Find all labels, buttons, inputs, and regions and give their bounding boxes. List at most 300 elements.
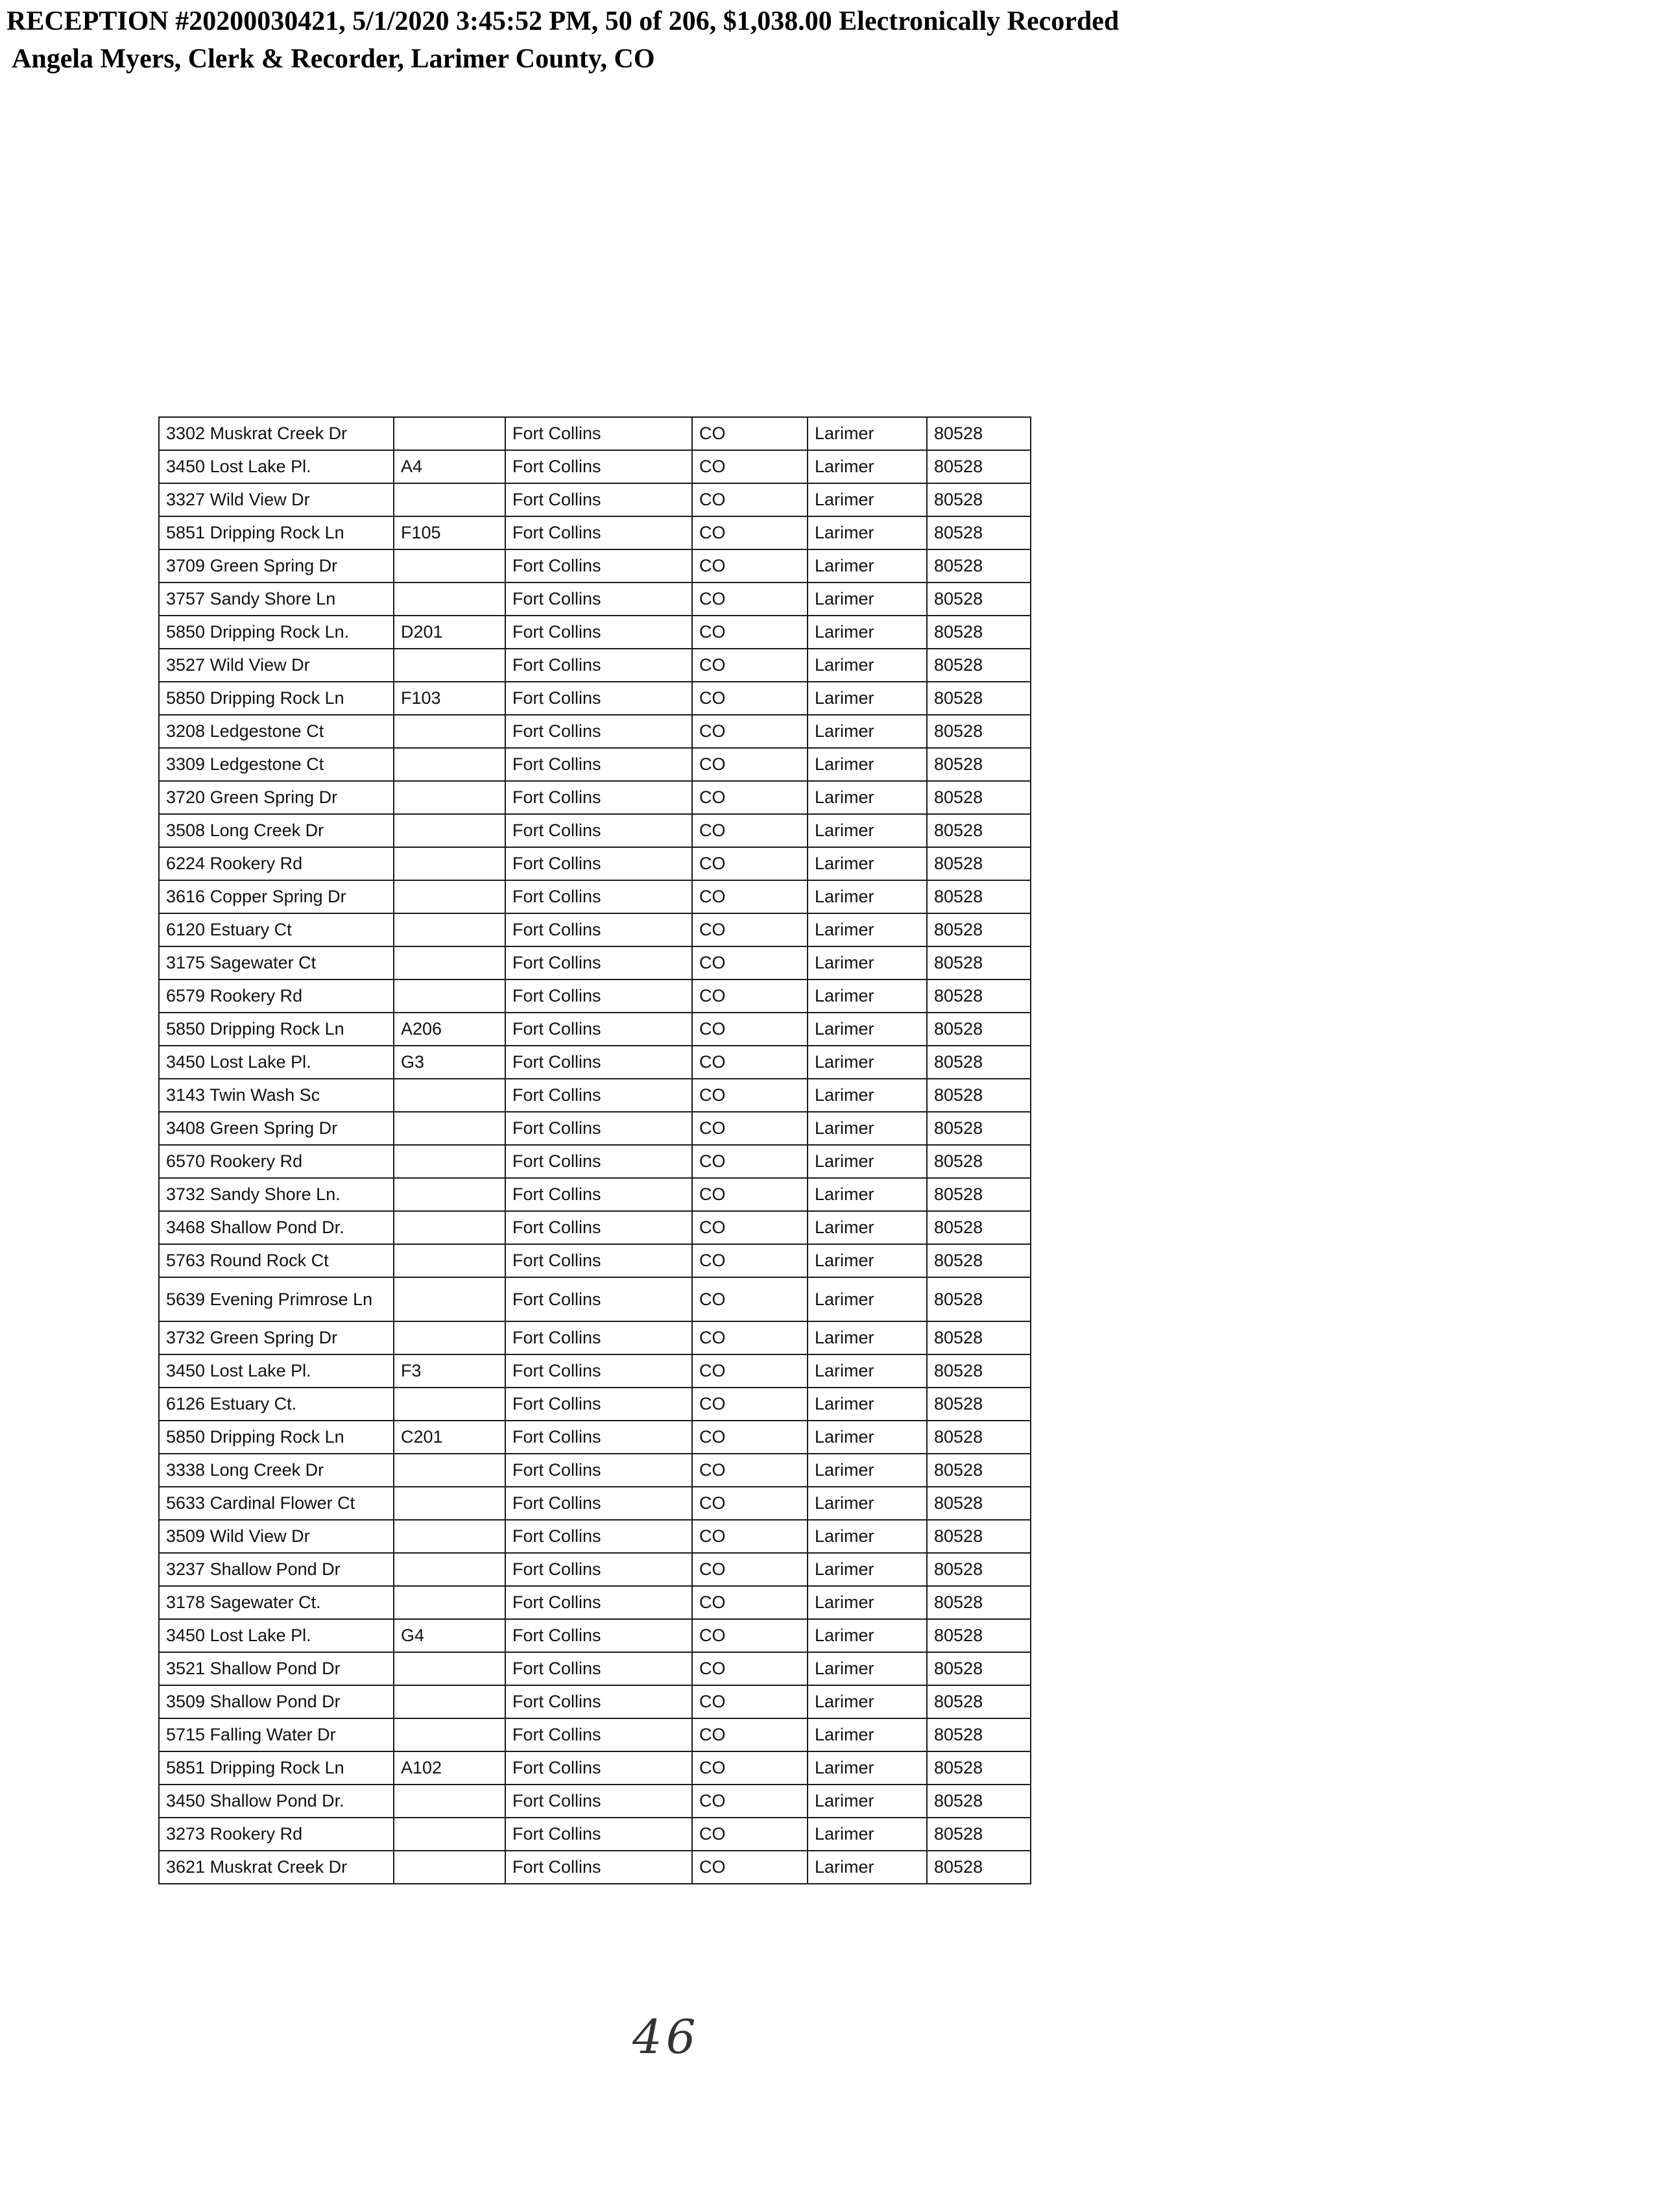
state-cell: CO [692, 715, 808, 748]
city-cell: Fort Collins [505, 748, 692, 781]
zip-cell: 80528 [927, 1652, 1031, 1685]
zip-cell: 80528 [927, 1079, 1031, 1112]
county-cell: Larimer [808, 1520, 927, 1553]
city-cell: Fort Collins [505, 1586, 692, 1619]
city-cell: Fort Collins [505, 1244, 692, 1277]
unit-cell [394, 946, 505, 980]
county-cell: Larimer [808, 847, 927, 880]
state-cell: CO [692, 946, 808, 980]
county-cell: Larimer [808, 1321, 927, 1354]
address-cell: 3327 Wild View Dr [159, 483, 394, 516]
zip-cell: 80528 [927, 814, 1031, 847]
property-table [158, 416, 1031, 1884]
address-cell: 5633 Cardinal Flower Ct [159, 1487, 394, 1520]
county-cell: Larimer [808, 1685, 927, 1718]
state-cell: CO [692, 483, 808, 516]
table-row [159, 1211, 1031, 1244]
city-cell: Fort Collins [505, 649, 692, 682]
state-cell: CO [692, 880, 808, 913]
state-cell: CO [692, 1785, 808, 1818]
address-cell: 5850 Dripping Rock Ln [159, 1013, 394, 1046]
zip-cell: 80528 [927, 1046, 1031, 1079]
unit-cell [394, 715, 505, 748]
table-row [159, 913, 1031, 946]
unit-cell [394, 847, 505, 880]
county-cell: Larimer [808, 1046, 927, 1079]
address-cell: 6224 Rookery Rd [159, 847, 394, 880]
handwritten-page-number: 46 [632, 2010, 700, 2064]
zip-cell: 80528 [927, 483, 1031, 516]
address-cell: 3309 Ledgestone Ct [159, 748, 394, 781]
state-cell: CO [692, 1277, 808, 1321]
address-cell: 3527 Wild View Dr [159, 649, 394, 682]
county-cell: Larimer [808, 450, 927, 483]
state-cell: CO [692, 1421, 808, 1454]
city-cell: Fort Collins [505, 1652, 692, 1685]
unit-cell [394, 1652, 505, 1685]
table-row [159, 1145, 1031, 1178]
state-cell: CO [692, 1851, 808, 1884]
address-cell: 3709 Green Spring Dr [159, 549, 394, 583]
city-cell: Fort Collins [505, 1354, 692, 1388]
unit-cell [394, 1079, 505, 1112]
city-cell: Fort Collins [505, 1112, 692, 1145]
zip-cell: 80528 [927, 847, 1031, 880]
unit-cell [394, 1818, 505, 1851]
address-cell: 3450 Lost Lake Pl. [159, 1046, 394, 1079]
zip-cell: 80528 [927, 1388, 1031, 1421]
zip-cell: 80528 [927, 1112, 1031, 1145]
unit-cell [394, 1586, 505, 1619]
table-row [159, 1454, 1031, 1487]
table-row [159, 1487, 1031, 1520]
county-cell: Larimer [808, 583, 927, 616]
zip-cell: 80528 [927, 417, 1031, 450]
city-cell: Fort Collins [505, 1046, 692, 1079]
table-row [159, 1388, 1031, 1421]
address-cell: 5851 Dripping Rock Ln [159, 1751, 394, 1785]
unit-cell [394, 748, 505, 781]
state-cell: CO [692, 980, 808, 1013]
county-cell: Larimer [808, 1785, 927, 1818]
county-cell: Larimer [808, 549, 927, 583]
state-cell: CO [692, 1321, 808, 1354]
state-cell: CO [692, 1619, 808, 1652]
unit-cell [394, 1388, 505, 1421]
table-row [159, 417, 1031, 450]
city-cell: Fort Collins [505, 583, 692, 616]
state-cell: CO [692, 781, 808, 814]
county-cell: Larimer [808, 649, 927, 682]
unit-cell: D201 [394, 616, 505, 649]
table-row [159, 549, 1031, 583]
city-cell: Fort Collins [505, 450, 692, 483]
county-cell: Larimer [808, 1851, 927, 1884]
state-cell: CO [692, 450, 808, 483]
table-row [159, 1321, 1031, 1354]
county-cell: Larimer [808, 781, 927, 814]
city-cell: Fort Collins [505, 946, 692, 980]
reception-line: RECEPTION #20200030421, 5/1/2020 3:45:52 PM, 50 of 206, $1,038.00 Electronically Recorded [6, 6, 1120, 36]
address-cell: 3450 Shallow Pond Dr. [159, 1785, 394, 1818]
table-row [159, 1685, 1031, 1718]
table-row [159, 682, 1031, 715]
unit-cell: A206 [394, 1013, 505, 1046]
county-cell: Larimer [808, 1112, 927, 1145]
zip-cell: 80528 [927, 880, 1031, 913]
state-cell: CO [692, 1751, 808, 1785]
table-row [159, 1718, 1031, 1751]
address-cell: 3237 Shallow Pond Dr [159, 1553, 394, 1586]
address-cell: 5850 Dripping Rock Ln [159, 682, 394, 715]
address-cell: 3720 Green Spring Dr [159, 781, 394, 814]
zip-cell: 80528 [927, 1145, 1031, 1178]
table-row [159, 616, 1031, 649]
city-cell: Fort Collins [505, 1013, 692, 1046]
county-cell: Larimer [808, 946, 927, 980]
county-cell: Larimer [808, 1751, 927, 1785]
zip-cell: 80528 [927, 748, 1031, 781]
clerk-line: Angela Myers, Clerk & Recorder, Larimer County, CO [12, 44, 655, 74]
address-cell: 3616 Copper Spring Dr [159, 880, 394, 913]
state-cell: CO [692, 516, 808, 549]
table-row [159, 450, 1031, 483]
city-cell: Fort Collins [505, 1718, 692, 1751]
zip-cell: 80528 [927, 516, 1031, 549]
zip-cell: 80528 [927, 450, 1031, 483]
table-row [159, 715, 1031, 748]
county-cell: Larimer [808, 1145, 927, 1178]
city-cell: Fort Collins [505, 814, 692, 847]
city-cell: Fort Collins [505, 847, 692, 880]
address-cell: 5850 Dripping Rock Ln [159, 1421, 394, 1454]
city-cell: Fort Collins [505, 1751, 692, 1785]
table-row [159, 1785, 1031, 1818]
unit-cell [394, 1145, 505, 1178]
table-row [159, 847, 1031, 880]
zip-cell: 80528 [927, 1244, 1031, 1277]
address-cell: 6126 Estuary Ct. [159, 1388, 394, 1421]
state-cell: CO [692, 847, 808, 880]
address-cell: 3143 Twin Wash Sc [159, 1079, 394, 1112]
county-cell: Larimer [808, 616, 927, 649]
unit-cell [394, 1487, 505, 1520]
city-cell: Fort Collins [505, 1421, 692, 1454]
city-cell: Fort Collins [505, 1818, 692, 1851]
state-cell: CO [692, 1553, 808, 1586]
table-row [159, 583, 1031, 616]
zip-cell: 80528 [927, 616, 1031, 649]
address-cell: 5639 Evening Primrose Ln [159, 1277, 394, 1321]
address-cell: 3757 Sandy Shore Ln [159, 583, 394, 616]
state-cell: CO [692, 1046, 808, 1079]
county-cell: Larimer [808, 1421, 927, 1454]
table-row [159, 748, 1031, 781]
zip-cell: 80528 [927, 1321, 1031, 1354]
city-cell: Fort Collins [505, 1178, 692, 1211]
state-cell: CO [692, 616, 808, 649]
address-cell: 3621 Muskrat Creek Dr [159, 1851, 394, 1884]
state-cell: CO [692, 682, 808, 715]
city-cell: Fort Collins [505, 980, 692, 1013]
table-row [159, 649, 1031, 682]
zip-cell: 80528 [927, 946, 1031, 980]
address-cell: 3450 Lost Lake Pl. [159, 450, 394, 483]
state-cell: CO [692, 1244, 808, 1277]
table-row [159, 1652, 1031, 1685]
unit-cell [394, 1454, 505, 1487]
table-row [159, 1013, 1031, 1046]
unit-cell [394, 1718, 505, 1751]
zip-cell: 80528 [927, 1520, 1031, 1553]
zip-cell: 80528 [927, 1421, 1031, 1454]
table-row [159, 1851, 1031, 1884]
zip-cell: 80528 [927, 1487, 1031, 1520]
city-cell: Fort Collins [505, 1619, 692, 1652]
table-row [159, 1178, 1031, 1211]
address-cell: 3521 Shallow Pond Dr [159, 1652, 394, 1685]
table-row [159, 1619, 1031, 1652]
state-cell: CO [692, 1818, 808, 1851]
address-cell: 6570 Rookery Rd [159, 1145, 394, 1178]
unit-cell: G3 [394, 1046, 505, 1079]
county-cell: Larimer [808, 1013, 927, 1046]
table-row [159, 1244, 1031, 1277]
unit-cell [394, 880, 505, 913]
state-cell: CO [692, 1685, 808, 1718]
city-cell: Fort Collins [505, 616, 692, 649]
address-cell: 6120 Estuary Ct [159, 913, 394, 946]
state-cell: CO [692, 1586, 808, 1619]
county-cell: Larimer [808, 814, 927, 847]
state-cell: CO [692, 549, 808, 583]
unit-cell [394, 1553, 505, 1586]
zip-cell: 80528 [927, 1818, 1031, 1851]
zip-cell: 80528 [927, 1751, 1031, 1785]
city-cell: Fort Collins [505, 1851, 692, 1884]
county-cell: Larimer [808, 1079, 927, 1112]
zip-cell: 80528 [927, 1178, 1031, 1211]
unit-cell: F103 [394, 682, 505, 715]
zip-cell: 80528 [927, 1211, 1031, 1244]
county-cell: Larimer [808, 1454, 927, 1487]
state-cell: CO [692, 1354, 808, 1388]
city-cell: Fort Collins [505, 880, 692, 913]
address-cell: 3175 Sagewater Ct [159, 946, 394, 980]
table-row [159, 781, 1031, 814]
state-cell: CO [692, 1652, 808, 1685]
address-cell: 5763 Round Rock Ct [159, 1244, 394, 1277]
state-cell: CO [692, 1013, 808, 1046]
county-cell: Larimer [808, 1718, 927, 1751]
county-cell: Larimer [808, 880, 927, 913]
zip-cell: 80528 [927, 1277, 1031, 1321]
zip-cell: 80528 [927, 583, 1031, 616]
city-cell: Fort Collins [505, 1277, 692, 1321]
unit-cell [394, 417, 505, 450]
table-row [159, 1277, 1031, 1321]
table-row [159, 1818, 1031, 1851]
city-cell: Fort Collins [505, 1079, 692, 1112]
county-cell: Larimer [808, 1277, 927, 1321]
state-cell: CO [692, 1388, 808, 1421]
zip-cell: 80528 [927, 1619, 1031, 1652]
unit-cell: G4 [394, 1619, 505, 1652]
unit-cell [394, 1685, 505, 1718]
zip-cell: 80528 [927, 781, 1031, 814]
county-cell: Larimer [808, 417, 927, 450]
table-row [159, 1421, 1031, 1454]
unit-cell [394, 1211, 505, 1244]
table-row [159, 880, 1031, 913]
zip-cell: 80528 [927, 1354, 1031, 1388]
county-cell: Larimer [808, 1354, 927, 1388]
property-table-body [159, 417, 1031, 1884]
state-cell: CO [692, 1454, 808, 1487]
unit-cell: F105 [394, 516, 505, 549]
zip-cell: 80528 [927, 649, 1031, 682]
zip-cell: 80528 [927, 1851, 1031, 1884]
city-cell: Fort Collins [505, 913, 692, 946]
county-cell: Larimer [808, 980, 927, 1013]
unit-cell [394, 1178, 505, 1211]
address-cell: 3178 Sagewater Ct. [159, 1586, 394, 1619]
unit-cell [394, 1277, 505, 1321]
zip-cell: 80528 [927, 549, 1031, 583]
city-cell: Fort Collins [505, 781, 692, 814]
county-cell: Larimer [808, 1244, 927, 1277]
zip-cell: 80528 [927, 1685, 1031, 1718]
county-cell: Larimer [808, 1388, 927, 1421]
table-row [159, 1553, 1031, 1586]
county-cell: Larimer [808, 748, 927, 781]
city-cell: Fort Collins [505, 1388, 692, 1421]
unit-cell [394, 980, 505, 1013]
address-cell: 6579 Rookery Rd [159, 980, 394, 1013]
address-cell: 3468 Shallow Pond Dr. [159, 1211, 394, 1244]
county-cell: Larimer [808, 913, 927, 946]
state-cell: CO [692, 583, 808, 616]
unit-cell [394, 814, 505, 847]
table-row [159, 1354, 1031, 1388]
county-cell: Larimer [808, 715, 927, 748]
table-row [159, 1079, 1031, 1112]
state-cell: CO [692, 1145, 808, 1178]
zip-cell: 80528 [927, 1586, 1031, 1619]
table-row [159, 814, 1031, 847]
city-cell: Fort Collins [505, 483, 692, 516]
address-cell: 3273 Rookery Rd [159, 1818, 394, 1851]
state-cell: CO [692, 1718, 808, 1751]
unit-cell: C201 [394, 1421, 505, 1454]
table-row [159, 1751, 1031, 1785]
unit-cell [394, 913, 505, 946]
state-cell: CO [692, 748, 808, 781]
table-row [159, 1586, 1031, 1619]
address-cell: 3450 Lost Lake Pl. [159, 1354, 394, 1388]
county-cell: Larimer [808, 1487, 927, 1520]
state-cell: CO [692, 417, 808, 450]
address-cell: 5851 Dripping Rock Ln [159, 516, 394, 549]
county-cell: Larimer [808, 1178, 927, 1211]
unit-cell [394, 483, 505, 516]
city-cell: Fort Collins [505, 549, 692, 583]
unit-cell: A4 [394, 450, 505, 483]
address-cell: 3408 Green Spring Dr [159, 1112, 394, 1145]
unit-cell [394, 1851, 505, 1884]
unit-cell [394, 781, 505, 814]
table-row [159, 946, 1031, 980]
address-cell: 5715 Falling Water Dr [159, 1718, 394, 1751]
county-cell: Larimer [808, 682, 927, 715]
address-cell: 3732 Green Spring Dr [159, 1321, 394, 1354]
zip-cell: 80528 [927, 1553, 1031, 1586]
county-cell: Larimer [808, 1818, 927, 1851]
state-cell: CO [692, 1211, 808, 1244]
city-cell: Fort Collins [505, 1211, 692, 1244]
unit-cell [394, 583, 505, 616]
state-cell: CO [692, 1178, 808, 1211]
zip-cell: 80528 [927, 913, 1031, 946]
address-cell: 3732 Sandy Shore Ln. [159, 1178, 394, 1211]
table-row [159, 980, 1031, 1013]
city-cell: Fort Collins [505, 516, 692, 549]
zip-cell: 80528 [927, 1785, 1031, 1818]
table-row [159, 483, 1031, 516]
state-cell: CO [692, 814, 808, 847]
county-cell: Larimer [808, 1211, 927, 1244]
unit-cell [394, 1244, 505, 1277]
address-cell: 3450 Lost Lake Pl. [159, 1619, 394, 1652]
county-cell: Larimer [808, 483, 927, 516]
unit-cell [394, 1321, 505, 1354]
table-row [159, 516, 1031, 549]
state-cell: CO [692, 913, 808, 946]
zip-cell: 80528 [927, 715, 1031, 748]
state-cell: CO [692, 1112, 808, 1145]
city-cell: Fort Collins [505, 682, 692, 715]
address-cell: 3208 Ledgestone Ct [159, 715, 394, 748]
city-cell: Fort Collins [505, 1520, 692, 1553]
address-cell: 3509 Shallow Pond Dr [159, 1685, 394, 1718]
unit-cell [394, 649, 505, 682]
unit-cell: F3 [394, 1354, 505, 1388]
city-cell: Fort Collins [505, 417, 692, 450]
recording-header [6, 3, 1119, 78]
county-cell: Larimer [808, 1553, 927, 1586]
unit-cell [394, 549, 505, 583]
city-cell: Fort Collins [505, 1785, 692, 1818]
county-cell: Larimer [808, 1619, 927, 1652]
address-cell: 3509 Wild View Dr [159, 1520, 394, 1553]
state-cell: CO [692, 649, 808, 682]
state-cell: CO [692, 1487, 808, 1520]
address-cell: 3302 Muskrat Creek Dr [159, 417, 394, 450]
unit-cell [394, 1785, 505, 1818]
county-cell: Larimer [808, 516, 927, 549]
county-cell: Larimer [808, 1586, 927, 1619]
state-cell: CO [692, 1520, 808, 1553]
city-cell: Fort Collins [505, 1145, 692, 1178]
unit-cell [394, 1520, 505, 1553]
state-cell: CO [692, 1079, 808, 1112]
city-cell: Fort Collins [505, 1454, 692, 1487]
zip-cell: 80528 [927, 1013, 1031, 1046]
table-row [159, 1046, 1031, 1079]
city-cell: Fort Collins [505, 715, 692, 748]
unit-cell: A102 [394, 1751, 505, 1785]
address-cell: 5850 Dripping Rock Ln. [159, 616, 394, 649]
